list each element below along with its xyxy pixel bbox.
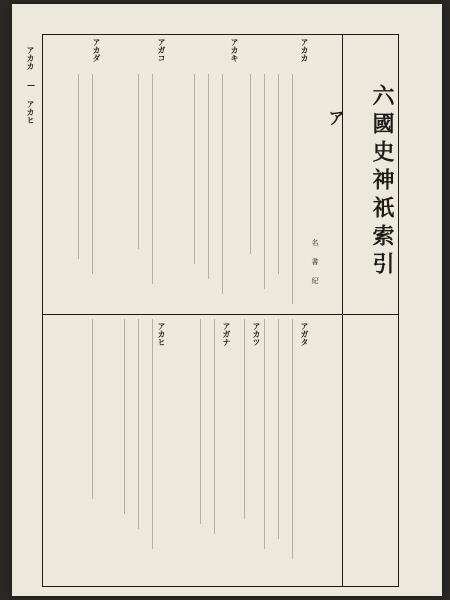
entry-line <box>292 319 293 559</box>
entry-line <box>250 74 251 254</box>
entry-line <box>292 74 293 304</box>
margin-tab: アカカ — アカヒ <box>26 46 36 124</box>
section-kana: ア <box>324 109 344 126</box>
entry-line <box>222 74 223 294</box>
column-headings: 名 書 紀 <box>311 239 319 286</box>
entries-lower <box>52 319 332 579</box>
document-page <box>12 4 442 596</box>
headword-akatsu: アカツ <box>252 322 262 346</box>
headword-akaka: アカカ <box>300 38 310 62</box>
headword-agako: アガコ <box>157 38 167 62</box>
entry-line <box>138 319 139 529</box>
entry-line <box>244 319 245 519</box>
entry-line <box>264 319 265 549</box>
headword-akada: アカダ <box>92 38 102 62</box>
entry-line <box>278 319 279 539</box>
entry-line <box>138 74 139 249</box>
frame-top <box>42 34 399 35</box>
entry-line <box>152 74 153 284</box>
entry-line <box>124 319 125 514</box>
entry-line <box>92 319 93 499</box>
frame-left <box>42 34 43 586</box>
entry-line <box>214 319 215 534</box>
headword-akahi: アカヒ <box>157 322 167 346</box>
entries-upper <box>52 74 332 324</box>
index-title: 六國史神祇索引 <box>369 84 395 280</box>
headword-strip-upper <box>72 36 340 68</box>
entry-line <box>264 74 265 289</box>
entry-line <box>78 74 79 259</box>
entry-line <box>194 74 195 264</box>
entry-line <box>92 74 93 274</box>
frame-bottom <box>42 586 399 587</box>
entry-line <box>152 319 153 549</box>
frame-right <box>398 34 399 586</box>
entry-line <box>208 74 209 279</box>
headword-agana: アガナ <box>222 322 232 346</box>
headword-agata: アガタ <box>300 322 310 346</box>
entry-line <box>278 74 279 274</box>
headword-akaki: アカキ <box>230 38 240 62</box>
entry-line <box>200 319 201 524</box>
